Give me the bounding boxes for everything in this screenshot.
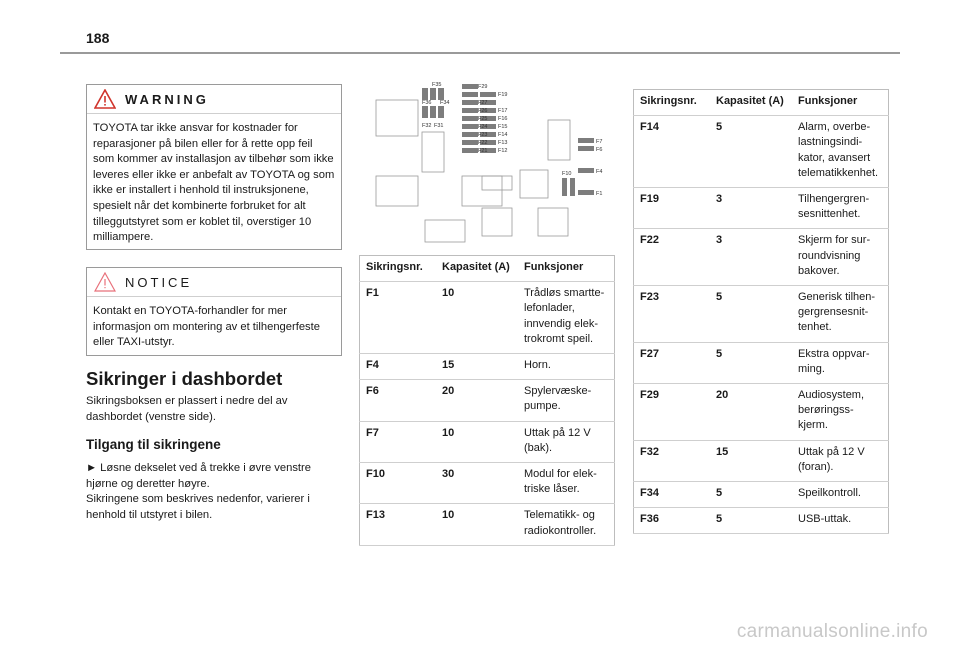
fuse-capacity: 5 [710,508,792,534]
watermark: carmanualsonline.info [736,621,928,642]
note-text: Sikringene som beskrives nedenfor, varierer i henhold til utstyret i bilen. [86,493,310,521]
label-f1: F1 [596,191,603,197]
fuse-nr: F13 [360,504,437,545]
notice-text: Kontakt en TOYOTA-forhandler for mer informasjon om montering av et tilhengerfeste eller TAXI-utstyr. [93,305,320,349]
label-f10: F10 [562,171,572,177]
fuse-box-svg [370,80,610,250]
fuse-function: Tilhengergren-sesnittenhet. [792,188,889,229]
fuse-nr: F7 [360,421,437,462]
label-f14: F14 [498,132,508,138]
warning-header [87,85,341,114]
fuse-nr: F19 [634,188,711,229]
warning-title: WARNING [125,91,209,107]
label-f31: F31 [434,123,444,129]
fuse-function: Alarm, overbe-lastningsindi-kator, avansert telematikkenhet. [792,116,889,188]
notice-title: NOTICE [125,274,193,290]
label-f35: F35 [432,82,442,88]
sub-heading: Tilgang til sikringene [86,437,221,452]
col-header-nr: Sikringsnr. [634,90,711,116]
fuse-capacity: 20 [710,384,792,441]
label-f22: F22 [478,140,488,146]
fuse-nr: F4 [360,354,437,380]
label-f36: F36 [422,100,432,106]
col-header-nr: Sikringsnr. [360,256,437,282]
label-f21: F21 [478,148,488,154]
table-header-row [360,256,615,282]
label-f32: F32 [422,123,432,129]
fuse-capacity: 10 [436,504,518,545]
fuse-function: Modul for elek-triske låser. [518,463,615,504]
fuse-nr: F36 [634,508,711,534]
label-f12: F12 [498,148,508,154]
table-row [634,342,889,383]
fuse-nr: F1 [360,282,437,354]
col-header-capacity: Kapasitet (A) [436,256,518,282]
label-f34: F34 [440,100,450,106]
fuse-capacity: 5 [710,342,792,383]
fuse-nr: F27 [634,342,711,383]
fuse-function: Spylervæske-pumpe. [518,380,615,421]
fuse-nr: F23 [634,286,711,343]
table-row [634,116,889,188]
fuse-function: Uttak på 12 V (foran). [792,440,889,481]
label-f16: F16 [498,116,508,122]
header-divider [60,52,900,54]
label-f24: F24 [478,124,488,130]
fuse-table-1 [359,255,615,546]
table-row [634,384,889,441]
label-f29: F29 [478,84,488,90]
fuse-function: Speilkontroll. [792,482,889,508]
fuse-nr: F34 [634,482,711,508]
fuse-function: Generisk tilhen-gergrensesnit-tenhet. [792,286,889,343]
fuse-function: Uttak på 12 V (bak). [518,421,615,462]
fuse-function: Skjerm for sur-roundvisning bakover. [792,229,889,286]
page-number: 188 [86,30,110,46]
table-row [634,508,889,534]
col-header-functions: Funksjoner [792,90,889,116]
fuse-table-2 [633,89,889,534]
fuse-capacity: 5 [710,286,792,343]
fuse-function: Horn. [518,354,615,380]
table-row [634,482,889,508]
fuse-nr: F10 [360,463,437,504]
fuse-capacity: 3 [710,229,792,286]
table-row [360,282,615,354]
table-row [634,286,889,343]
fuse-capacity: 10 [436,282,518,354]
col-header-capacity: Kapasitet (A) [710,90,792,116]
fuse-nr: F14 [634,116,711,188]
section-intro: Sikringsboksen er plassert i nedre del av dashbordet (venstre side). [86,395,288,423]
fuse-nr: F22 [634,229,711,286]
col-header-functions: Funksjoner [518,256,615,282]
fuse-capacity: 15 [710,440,792,481]
table-header-row [634,90,889,116]
label-f27: F27 [478,100,488,106]
table-row [634,188,889,229]
table-row [634,440,889,481]
fuse-capacity: 5 [710,116,792,188]
label-f15: F15 [498,124,508,130]
label-f6: F6 [596,147,603,153]
fuse-capacity: 5 [710,482,792,508]
fuse-function: Audiosystem, berøringss-kjerm. [792,384,889,441]
step-text: ► Løsne dekselet ved å trekke i øvre venstre hjørne og deretter høyre. [86,462,311,490]
fuse-function: USB-uttak. [792,508,889,534]
table-row [360,354,615,380]
notice-box [86,267,342,356]
label-f25: F25 [478,116,488,122]
fuse-capacity: 20 [436,380,518,421]
fuse-nr: F29 [634,384,711,441]
instructions [86,461,342,523]
label-f7: F7 [596,139,603,145]
label-f19: F19 [498,92,508,98]
fuse-function: Ekstra oppvar-ming. [792,342,889,383]
fuse-capacity: 15 [436,354,518,380]
fuse-capacity: 3 [710,188,792,229]
table-row [634,229,889,286]
label-f17: F17 [498,108,508,114]
label-f23: F23 [478,132,488,138]
warning-text: TOYOTA tar ikke ansvar for kostnader for reparasjoner på bilen eller for å rette opp feil som kommer av installasjon av tilbehør som ikke leveres eller ikke er anbefalt av TOYOTA og som ikke er installert i henhold til instruksjonene, spesielt når det kombinerte forbruket for alt tilleggutstyret som er koblet til, overstiger 10 milliampere. [93,122,335,244]
fuse-nr: F6 [360,380,437,421]
fuse-function: Telematikk- og radiokontroller. [518,504,615,545]
notice-header [87,268,341,297]
fuse-function: Trådløs smartte-lefonlader, innvendig elek-trokromt speil. [518,282,615,354]
table-row [360,463,615,504]
fuse-capacity: 30 [436,463,518,504]
table-row [360,504,615,545]
fuse-capacity: 10 [436,421,518,462]
label-f4: F4 [596,169,603,175]
table-row [360,421,615,462]
section-heading: Sikringer i dashbordet [86,368,283,389]
notice-triangle-icon [93,271,117,293]
fuse-nr: F32 [634,440,711,481]
warning-box [86,84,342,250]
table-row [360,380,615,421]
label-f13: F13 [498,140,508,146]
fuse-box-diagram [370,80,610,250]
warning-triangle-icon [93,88,117,110]
label-f26: F26 [478,108,488,114]
